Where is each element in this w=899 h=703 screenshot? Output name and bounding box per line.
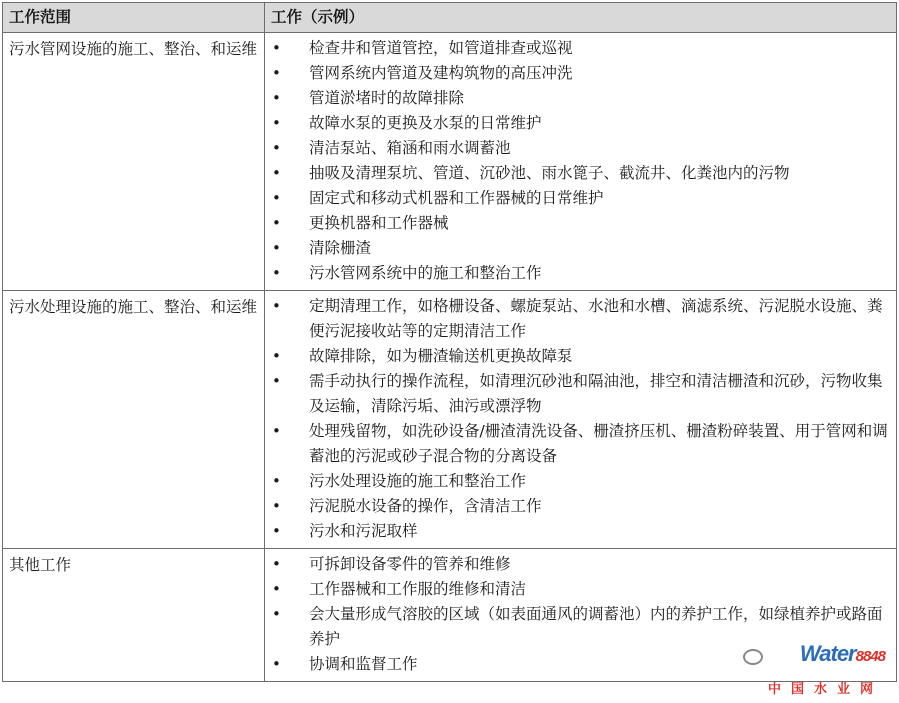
list-item: • 管网系统内管道及建构筑物的高压冲洗	[265, 61, 896, 86]
example-list	[265, 291, 896, 548]
examples-cell	[265, 291, 897, 549]
list-item: • 污泥脱水设备的操作，含清洁工作	[265, 494, 896, 519]
example-list	[265, 33, 896, 290]
list-item: • 污水和污泥取样	[265, 519, 896, 544]
header-row	[3, 3, 897, 33]
list-item: • 工作器械和工作服的维修和清洁	[265, 577, 896, 602]
list-item: • 处理残留物，如洗砂设备/栅渣清洗设备、栅渣挤压机、栅渣粉碎装置、用于管网和调蓄池的污泥或砂子混合物的分离设备	[265, 419, 896, 469]
header-scope: 工作范围	[3, 3, 265, 33]
scope-cell: 污水处理设施的施工、整治、和运维	[3, 291, 265, 549]
scope-cell: 污水管网设施的施工、整治、和运维	[3, 33, 265, 291]
scope-cell: 其他工作	[3, 549, 265, 682]
list-item: • 会大量形成气溶胶的区域（如表面通风的调蓄池）内的养护工作，如绿植养护或路面养护	[265, 602, 896, 652]
wechat-icon	[743, 649, 763, 665]
table-row	[3, 291, 897, 549]
list-item: • 管道淤堵时的故障排除	[265, 86, 896, 111]
list-item: • 故障排除，如为栅渣输送机更换故障泵	[265, 344, 896, 369]
list-item: • 故障水泵的更换及水泵的日常维护	[265, 111, 896, 136]
watermark-brand: Water8848	[799, 641, 885, 666]
watermark-subtitle: 中国水业网	[767, 681, 883, 696]
header-examples: 工作（示例）	[265, 3, 897, 33]
examples-cell	[265, 33, 897, 291]
list-item: • 检查井和管道管控，如管道排查或巡视	[265, 36, 896, 61]
list-item: • 更换机器和工作器械	[265, 211, 896, 236]
list-item: • 协调和监督工作	[265, 652, 896, 677]
list-item: • 污水管网系统中的施工和整治工作	[265, 261, 896, 286]
list-item: • 清洁泵站、箱涵和雨水调蓄池	[265, 136, 896, 161]
list-item: • 定期清理工作，如格栅设备、螺旋泵站、水池和水槽、滴滤系统、污泥脱水设施、粪便污泥接收站等的定期清洁工作	[265, 294, 896, 344]
list-item: • 清除栅渣	[265, 236, 896, 261]
list-item: • 可拆卸设备零件的管养和维修	[265, 552, 896, 577]
table-row	[3, 33, 897, 291]
list-item: • 抽吸及清理泵坑、管道、沉砂池、雨水篦子、截流井、化粪池内的污物	[265, 161, 896, 186]
list-item: • 污水处理设施的施工和整治工作	[265, 469, 896, 494]
watermark-logo	[735, 641, 885, 697]
work-scope-table	[2, 2, 897, 682]
list-item: • 需手动执行的操作流程，如清理沉砂池和隔油池，排空和清洁栅渣和沉砂，污物收集及运输，清除污垢、油污或漂浮物	[265, 369, 896, 419]
list-item: • 固定式和移动式机器和工作器械的日常维护	[265, 186, 896, 211]
